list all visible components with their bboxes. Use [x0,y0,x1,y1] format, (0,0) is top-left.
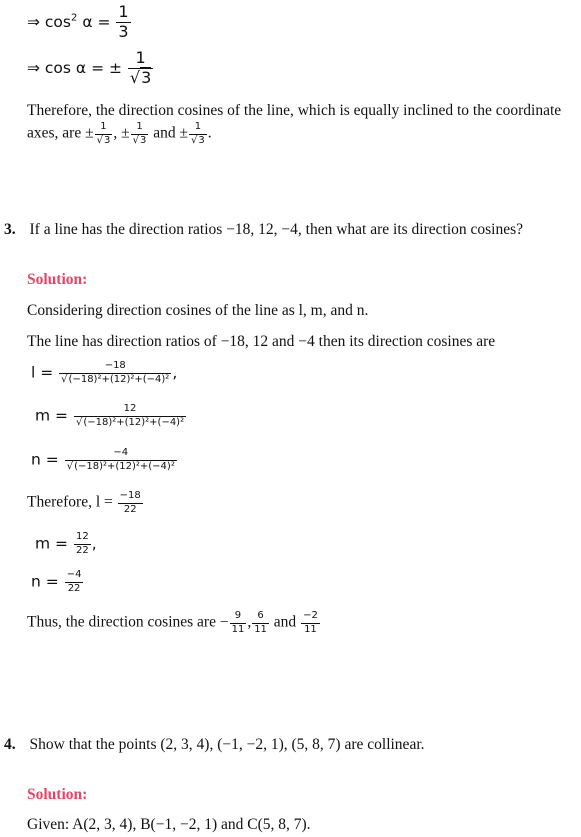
therefore-l [27,491,144,515]
question-number: 4. [4,736,16,753]
n-equation [31,448,178,472]
one-third-fraction [116,4,130,41]
question-number: 3. [4,221,16,238]
n-value-lhs: n = [31,572,59,591]
m-value [35,532,97,556]
m-value-fraction: $\frac{12}{22}$ [75,531,89,556]
given-text: Given: A(2, 3, 4), B(−1, −2, 1) and C(5, 8, 7). [27,816,311,833]
cos-squared-var: α = [82,12,111,31]
l-lhs: l = [31,363,54,382]
cos-squared-line [27,4,132,41]
period: . [207,124,212,142]
solution-label: Solution: [27,271,88,288]
one-over-root-three-fraction: $\frac{1}{√3}$ [129,48,152,87]
cos-alpha-line [27,50,154,87]
fraction-denominator: 3 [141,67,152,87]
n-lhs: n = [31,450,59,469]
l-fraction: $\frac{-18}{\text{√(−18)²+(12)²+(−4)²}}$ [61,360,170,385]
dc-comma: , [247,613,252,631]
fraction-numerator: 1 [128,50,153,69]
m-equation [35,404,187,428]
dc-fraction-3: $\frac{-2}{11}$ [303,610,318,635]
cos-squared-exponent: 2 [71,12,78,24]
thus-line [27,611,321,635]
dc-and: and [273,613,297,631]
cos-squared-lhs: ⇒ cos [27,12,71,31]
m-fraction: $\frac{12}{\text{√(−18)²+(12)²+(−4)²}}$ [75,403,185,428]
inv-root-three-fraction-2: $\frac{1}{√3}$ [132,121,147,146]
therefore-text: Therefore, the direction cosines of the line, which is equally inclined to the coordinate [27,102,562,119]
ratios-text: The line has direction ratios of −18, 12 and −4 then its direction cosines are [27,333,496,350]
axes-text: axes, are ± [27,124,94,142]
n-value [31,570,84,594]
n-fraction: $\frac{-4}{\text{√(−18)²+(12)²+(−4)²}}$ [66,447,175,472]
m-lhs: m = [35,406,69,425]
fraction-denominator: 3 [118,21,129,41]
inv-root-three-fraction-3: $\frac{1}{√3}$ [191,121,205,146]
consider-text: Considering direction cosines of the line as l, m, and n. [27,302,369,319]
m-value-lhs: m = [35,534,69,553]
and-text: and ± [153,124,189,142]
dc-fraction-1: $\frac{9}{11}$ [231,610,245,635]
separator: , ± [113,124,130,142]
question-3 [4,221,523,239]
cos-alpha-lhs: ⇒ cos α = ± [27,58,122,77]
n-value-fraction: $\frac{-4}{22}$ [66,569,82,594]
fraction-numerator: 1 [118,2,129,21]
solution-label: Solution: [27,786,88,803]
dc-fraction-2: $\frac{6}{11}$ [254,610,267,635]
m-value-comma: , [91,534,97,553]
l-equation [31,361,177,385]
question-4 [4,736,425,754]
therefore-l-fraction: $\frac{-18}{22}$ [119,490,141,515]
question-text: If a line has the direction ratios −18, 12, −4, then what are its direction cosines? [29,221,524,238]
axes-direction-cosines-line [27,122,212,146]
therefore-l-lhs: Therefore, l = [27,493,113,511]
inv-root-three-fraction-1: $\frac{1}{√3}$ [96,121,111,146]
l-comma: , [172,363,178,382]
thus-text: Thus, the direction cosines are − [27,613,229,631]
question-text: Show that the points (2, 3, 4), (−1, −2, 1), (5, 8, 7) are collinear. [29,736,425,753]
